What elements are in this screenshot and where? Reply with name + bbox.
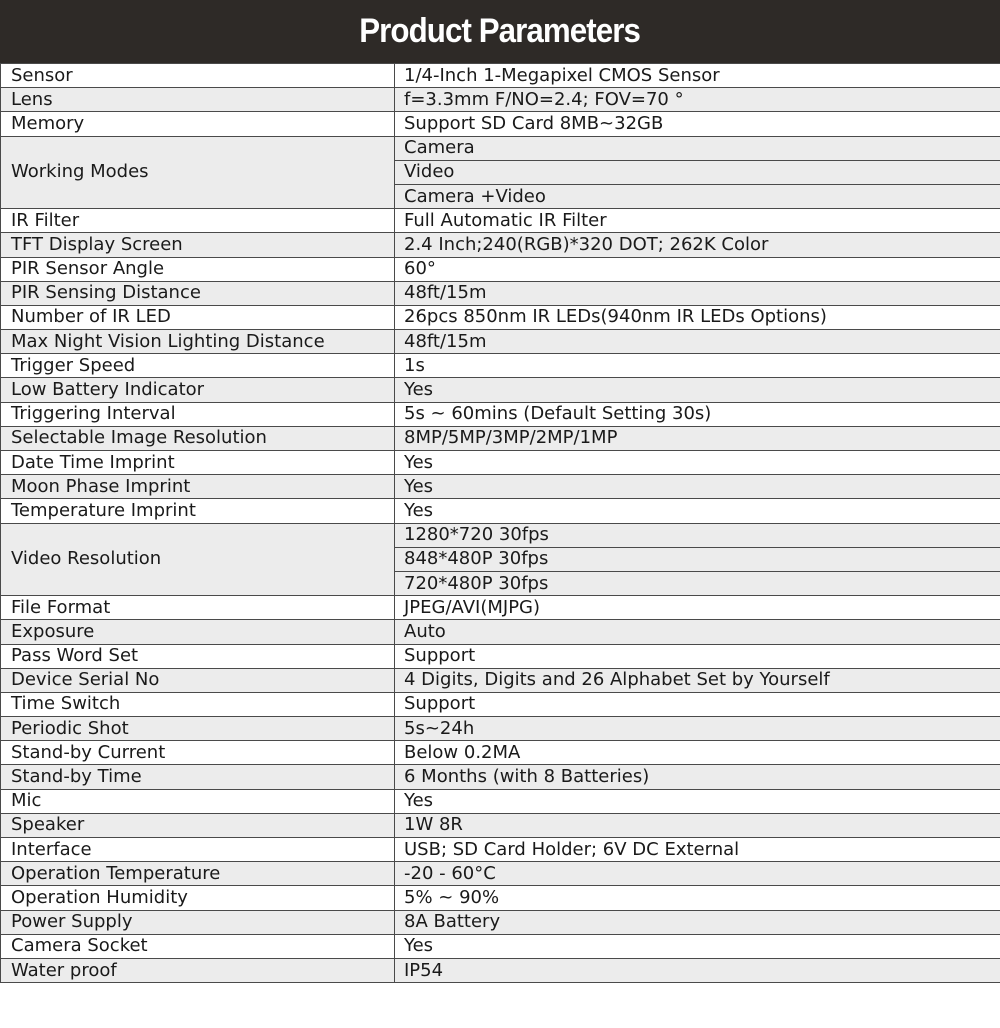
table-row [1, 426, 1000, 450]
parameter-value: USB; SD Card Holder; 6V DC External [395, 838, 1000, 862]
parameter-value: 720*480P 30fps [395, 571, 1000, 595]
parameter-name: Sensor [1, 64, 395, 88]
parameter-name: Water proof [1, 958, 395, 982]
table-row [1, 475, 1000, 499]
table-row [1, 620, 1000, 644]
page-title: Product Parameters [359, 12, 641, 50]
table-row [1, 958, 1000, 982]
parameter-name: Periodic Shot [1, 717, 395, 741]
parameter-value: Yes [395, 934, 1000, 958]
parameter-name: File Format [1, 596, 395, 620]
table-row [1, 523, 1000, 547]
title-banner [0, 0, 1000, 63]
parameter-value: -20 - 60°C [395, 862, 1000, 886]
parameter-value: 8MP/5MP/3MP/2MP/1MP [395, 426, 1000, 450]
parameter-value: 48ft/15m [395, 281, 1000, 305]
parameter-value: 48ft/15m [395, 330, 1000, 354]
table-row [1, 64, 1000, 88]
parameter-value: 1W 8R [395, 813, 1000, 837]
parameter-value: 848*480P 30fps [395, 547, 1000, 571]
table-row [1, 378, 1000, 402]
parameter-value: Support SD Card 8MB~32GB [395, 112, 1000, 136]
table-row [1, 136, 1000, 160]
table-row [1, 813, 1000, 837]
parameter-name: Camera Socket [1, 934, 395, 958]
table-row [1, 910, 1000, 934]
table-row [1, 209, 1000, 233]
table-row [1, 765, 1000, 789]
table-row [1, 692, 1000, 716]
parameter-value: Yes [395, 378, 1000, 402]
table-row [1, 668, 1000, 692]
parameter-name: Stand-by Current [1, 741, 395, 765]
parameter-name: Device Serial No [1, 668, 395, 692]
parameter-value: Full Automatic IR Filter [395, 209, 1000, 233]
parameter-value: 2.4 Inch;240(RGB)*320 DOT; 262K Color [395, 233, 1000, 257]
parameter-value: 5s~24h [395, 717, 1000, 741]
table-row [1, 281, 1000, 305]
table-row [1, 499, 1000, 523]
parameter-value: Support [395, 644, 1000, 668]
parameter-name: Time Switch [1, 692, 395, 716]
parameter-name: Stand-by Time [1, 765, 395, 789]
parameter-name: Working Modes [1, 136, 395, 209]
parameter-name: Pass Word Set [1, 644, 395, 668]
table-row [1, 862, 1000, 886]
parameter-name: Exposure [1, 620, 395, 644]
table-row [1, 596, 1000, 620]
parameter-name: Power Supply [1, 910, 395, 934]
table-row [1, 644, 1000, 668]
parameter-value: Support [395, 692, 1000, 716]
parameter-value: Yes [395, 499, 1000, 523]
parameter-value: Yes [395, 451, 1000, 475]
parameter-value: 8A Battery [395, 910, 1000, 934]
parameter-name: Selectable Image Resolution [1, 426, 395, 450]
parameter-value: Auto [395, 620, 1000, 644]
parameter-name: Operation Temperature [1, 862, 395, 886]
parameter-value: 5% ~ 90% [395, 886, 1000, 910]
table-row [1, 330, 1000, 354]
parameter-value: f=3.3mm F/NO=2.4; FOV=70 ° [395, 88, 1000, 112]
parameter-name: Speaker [1, 813, 395, 837]
parameter-name: Operation Humidity [1, 886, 395, 910]
table-row [1, 838, 1000, 862]
parameter-name: Lens [1, 88, 395, 112]
parameter-value: Camera +Video [395, 184, 1000, 208]
parameter-value: 1/4-Inch 1-Megapixel CMOS Sensor [395, 64, 1000, 88]
parameter-name: Low Battery Indicator [1, 378, 395, 402]
table-row [1, 257, 1000, 281]
table-row [1, 934, 1000, 958]
parameter-name: Max Night Vision Lighting Distance [1, 330, 395, 354]
parameter-name: Trigger Speed [1, 354, 395, 378]
parameter-value: 6 Months (with 8 Batteries) [395, 765, 1000, 789]
parameter-name: Mic [1, 789, 395, 813]
parameter-name: Temperature Imprint [1, 499, 395, 523]
parameter-value: 5s ~ 60mins (Default Setting 30s) [395, 402, 1000, 426]
parameter-name: Interface [1, 838, 395, 862]
table-row [1, 402, 1000, 426]
parameters-table-body [1, 64, 1000, 983]
table-row [1, 451, 1000, 475]
parameter-name: Memory [1, 112, 395, 136]
parameter-name: IR Filter [1, 209, 395, 233]
table-row [1, 717, 1000, 741]
table-row [1, 305, 1000, 329]
table-row [1, 112, 1000, 136]
table-row [1, 354, 1000, 378]
parameter-value: Yes [395, 475, 1000, 499]
table-row [1, 88, 1000, 112]
parameter-name: Video Resolution [1, 523, 395, 596]
parameter-name: PIR Sensing Distance [1, 281, 395, 305]
parameter-value: Video [395, 160, 1000, 184]
parameter-value: 60° [395, 257, 1000, 281]
parameter-name: PIR Sensor Angle [1, 257, 395, 281]
parameter-value: 26pcs 850nm IR LEDs(940nm IR LEDs Options) [395, 305, 1000, 329]
parameter-name: Moon Phase Imprint [1, 475, 395, 499]
parameter-name: Date Time Imprint [1, 451, 395, 475]
parameter-value: 1s [395, 354, 1000, 378]
parameter-name: TFT Display Screen [1, 233, 395, 257]
parameters-table [0, 63, 1000, 983]
table-row [1, 233, 1000, 257]
parameter-value: 1280*720 30fps [395, 523, 1000, 547]
parameter-value: 4 Digits, Digits and 26 Alphabet Set by Yourself [395, 668, 1000, 692]
parameter-value: Yes [395, 789, 1000, 813]
parameter-value: IP54 [395, 958, 1000, 982]
parameter-name: Number of IR LED [1, 305, 395, 329]
table-row [1, 886, 1000, 910]
parameter-value: JPEG/AVI(MJPG) [395, 596, 1000, 620]
table-row [1, 741, 1000, 765]
table-row [1, 789, 1000, 813]
parameter-name: Triggering Interval [1, 402, 395, 426]
parameter-value: Below 0.2MA [395, 741, 1000, 765]
parameter-value: Camera [395, 136, 1000, 160]
